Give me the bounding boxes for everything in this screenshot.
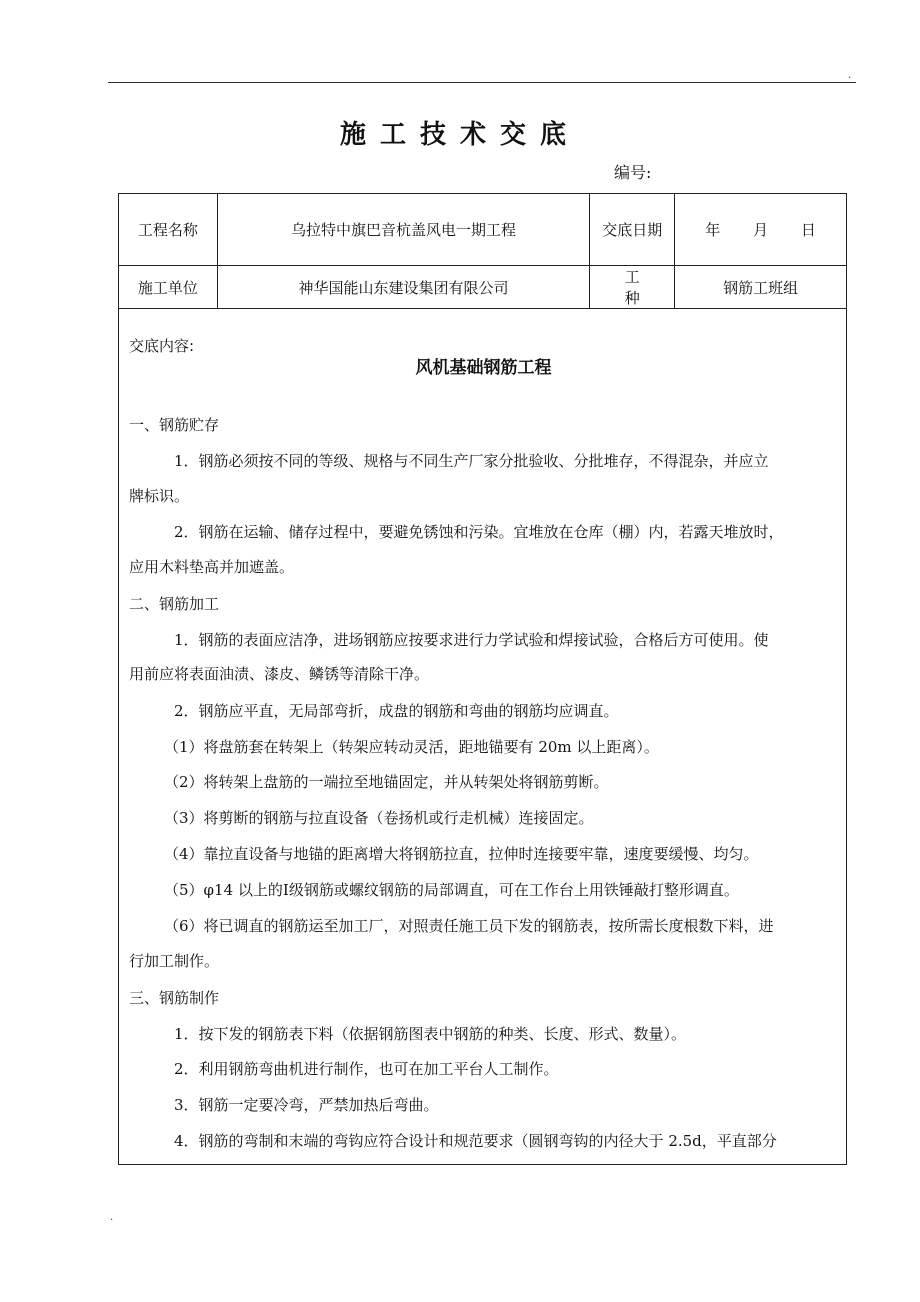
info-row-project bbox=[119, 194, 847, 266]
project-name-label: 工程名称 bbox=[119, 194, 218, 266]
processing-sub-3: （3）将剪断的钢筋与拉直设备（卷扬机或行走机械）连接固定。 bbox=[164, 809, 594, 827]
document-number bbox=[614, 160, 671, 183]
info-table bbox=[118, 193, 847, 309]
date-year: 年 bbox=[705, 221, 721, 239]
unit-value: 神华国能山东建设集团有限公司 bbox=[217, 266, 589, 309]
storage-item-1-line-1: 1．钢筋必须按不同的等级、规格与不同生产厂家分批验收、分批堆存，不得混杂，并应立 bbox=[174, 452, 769, 470]
processing-item-2: 2．钢筋应平直，无局部弯折，成盘的钢筋和弯曲的钢筋均应调直。 bbox=[174, 702, 619, 720]
date-value[interactable] bbox=[675, 194, 847, 266]
content-label: 交底内容: bbox=[129, 337, 195, 355]
footer-corner-mark: . bbox=[110, 1212, 114, 1223]
processing-sub-5: （5）φ14 以上的Ⅰ级钢筋或螺纹钢筋的局部调直，可在工作台上用铁锤敲打整形调直。 bbox=[164, 881, 739, 899]
processing-sub-6-line-2: 行加工制作。 bbox=[129, 952, 220, 970]
section-title-processing: 二、钢筋加工 bbox=[129, 595, 220, 613]
storage-item-2-line-2: 应用木料垫高并加遮盖。 bbox=[129, 558, 295, 576]
storage-item-2-line-1: 2．钢筋在运输、储存过程中，要避免锈蚀和污染。宜堆放在仓库（棚）内，若露天堆放时， bbox=[174, 523, 784, 541]
fabrication-item-2: 2．利用钢筋弯曲机进行制作，也可在加工平台人工制作。 bbox=[174, 1060, 559, 1078]
date-day: 日 bbox=[800, 221, 816, 239]
processing-sub-4: （4）靠拉直设备与地锚的距离增大将钢筋拉直，拉伸时连接要牢靠，速度要缓慢、均匀。 bbox=[164, 845, 759, 863]
processing-item-1-line-2: 用前应将表面油渍、漆皮、鳞锈等清除干净。 bbox=[129, 665, 430, 683]
content-box bbox=[118, 303, 847, 1165]
fabrication-item-4: 4．钢筋的弯制和末端的弯钩应符合设计和规范要求（圆钢弯钩的内径大于 2.5d，平直部分 bbox=[174, 1132, 777, 1150]
processing-item-1-line-1: 1．钢筋的表面应洁净，进场钢筋应按要求进行力学试验和焊接试验，合格后方可使用。使 bbox=[174, 631, 769, 649]
date-label: 交底日期 bbox=[590, 194, 675, 266]
document-number-label: 编号: bbox=[614, 163, 652, 182]
processing-sub-2: （2）将转架上盘筋的一端拉至地锚固定，并从转架处将钢筋剪断。 bbox=[164, 773, 609, 791]
processing-sub-1: （1）将盘筋套在转架上（转架应转动灵活，距地锚要有 20m 以上距离）。 bbox=[164, 738, 659, 756]
section-title-storage: 一、钢筋贮存 bbox=[129, 416, 220, 434]
header-rule bbox=[108, 82, 856, 83]
trade-label-b: 种 bbox=[624, 289, 640, 307]
trade-label-a: 工 bbox=[624, 268, 640, 286]
content-subtitle: 风机基础钢筋工程 bbox=[415, 358, 552, 378]
header-corner-mark: . bbox=[848, 70, 852, 81]
fabrication-item-3: 3．钢筋一定要冷弯，严禁加热后弯曲。 bbox=[174, 1096, 439, 1114]
processing-sub-6-line-1: （6）将已调直的钢筋运至加工厂，对照责任施工员下发的钢筋表，按所需长度根数下料，进 bbox=[164, 917, 774, 935]
document-title: 施工技术交底 bbox=[339, 120, 580, 150]
trade-value: 钢筋工班组 bbox=[675, 266, 847, 309]
unit-label: 施工单位 bbox=[119, 266, 218, 309]
fabrication-item-1: 1．按下发的钢筋表下料（依据钢筋图表中钢筋的种类、长度、形式、数量）。 bbox=[174, 1025, 687, 1043]
section-title-fabrication: 三、钢筋制作 bbox=[129, 989, 220, 1007]
project-name-value: 乌拉特中旗巴音杭盖风电一期工程 bbox=[217, 194, 589, 266]
date-month: 月 bbox=[753, 221, 769, 239]
storage-item-1-line-2: 牌标识。 bbox=[129, 487, 190, 505]
